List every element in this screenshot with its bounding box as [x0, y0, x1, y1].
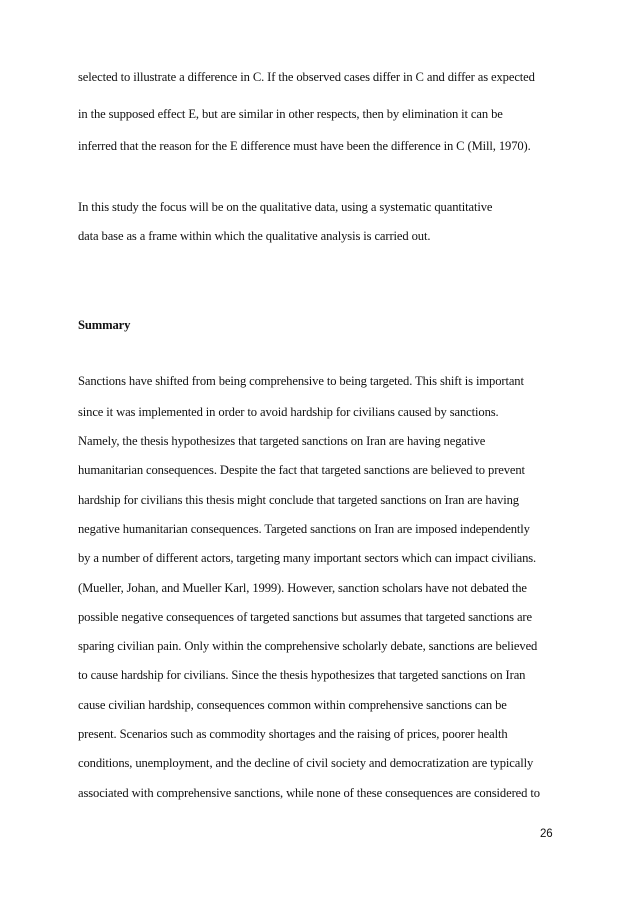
- summary-line-1: Sanctions have shifted from being comprehensive to being targeted. This shift is important: [78, 374, 524, 388]
- summary-line-15: associated with comprehensive sanctions, while none of these consequences are considered to: [78, 786, 540, 800]
- summary-line-12: cause civilian hardship, consequences common within comprehensive sanctions can be: [78, 698, 507, 712]
- summary-line-3: Namely, the thesis hypothesizes that targeted sanctions on Iran are having negative: [78, 434, 486, 448]
- summary-line-10: sparing civilian pain. Only within the comprehensive scholarly debate, sanctions are believed: [78, 639, 538, 653]
- summary-line-11: to cause hardship for civilians. Since the thesis hypothesizes that targeted sanctions on Iran: [78, 668, 526, 682]
- paragraph-2-line-2: data base as a frame within which the qualitative analysis is carried out.: [78, 229, 431, 243]
- paragraph-1-line-1: selected to illustrate a difference in C. If the observed cases differ in C and differ as expected: [78, 70, 535, 84]
- summary-line-9: possible negative consequences of targeted sanctions but assumes that targeted sanctions are: [78, 610, 532, 624]
- page-number: 26: [540, 828, 553, 840]
- summary-line-4: humanitarian consequences. Despite the fact that targeted sanctions are believed to prevent: [78, 463, 525, 477]
- paragraph-2-line-1: In this study the focus will be on the qualitative data, using a systematic quantitative: [78, 200, 493, 214]
- summary-line-8: (Mueller, Johan, and Mueller Karl, 1999). However, sanction scholars have not debated the: [78, 581, 527, 595]
- summary-line-5: hardship for civilians this thesis might conclude that targeted sanctions on Iran are having: [78, 493, 519, 507]
- summary-line-14: conditions, unemployment, and the decline of civil society and democratization are typically: [78, 756, 534, 770]
- paragraph-1-line-3: inferred that the reason for the E difference must have been the difference in C (Mill, 1970).: [78, 139, 531, 153]
- summary-line-2: since it was implemented in order to avoid hardship for civilians caused by sanctions.: [78, 405, 499, 419]
- paragraph-1-line-2: in the supposed effect E, but are similar in other respects, then by elimination it can be: [78, 107, 503, 121]
- summary-line-6: negative humanitarian consequences. Targeted sanctions on Iran are imposed independently: [78, 522, 530, 536]
- summary-line-13: present. Scenarios such as commodity shortages and the raising of prices, poorer health: [78, 727, 508, 741]
- summary-heading: Summary: [78, 318, 131, 332]
- summary-line-7: by a number of different actors, targeting many important sectors which can impact civilians.: [78, 551, 537, 565]
